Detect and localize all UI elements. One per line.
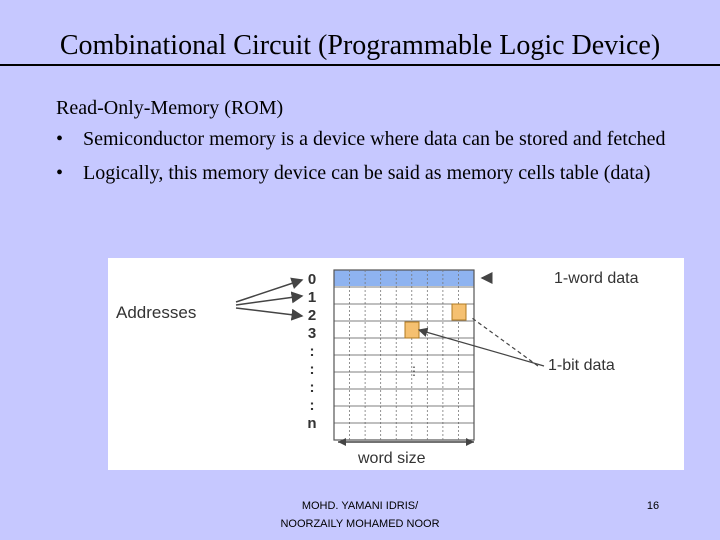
bullet-item (56, 127, 676, 151)
slide-body (56, 96, 676, 185)
one-word-label: 1-word data (554, 270, 639, 287)
footer-author-line: MOHD. YAMANI IDRIS/ (301, 500, 419, 512)
word-size-label: word size (358, 450, 426, 467)
address-number: 0 (307, 271, 317, 288)
bit-pointer (419, 330, 544, 366)
one-bit-label: 1-bit data (548, 357, 615, 374)
rom-diagram (108, 258, 684, 470)
address-number: : (309, 379, 315, 396)
footer-author (250, 497, 470, 533)
bullet-text: Logically, this memory device can be said as memory cells table (data) (83, 162, 651, 184)
addresses-label: Addresses (116, 303, 197, 322)
bullet-marker: • (56, 128, 64, 150)
memory-cell-grid (334, 270, 474, 440)
address-arrow (236, 296, 302, 305)
highlighted-word-row (334, 270, 474, 286)
address-number: 1 (307, 289, 317, 306)
footer-author-line: NOORZAILY MOHAMED NOOR (280, 518, 440, 530)
address-labels (307, 271, 316, 432)
column-ellipsis: ⋮ (408, 364, 420, 378)
bit-cell-highlight (452, 304, 466, 320)
address-number: 2 (307, 307, 317, 324)
slide-heading: Read-Only-Memory (ROM) (56, 97, 284, 119)
address-number: : (309, 343, 315, 360)
bit-cell-highlight (405, 322, 419, 338)
address-number: 3 (307, 325, 317, 342)
rom-diagram-svg (108, 258, 684, 470)
page-number: 16 (646, 500, 660, 512)
bit-pointer (472, 318, 538, 366)
bullet-item (56, 161, 676, 185)
address-arrow (236, 308, 302, 316)
slide-title-bar (0, 0, 720, 66)
address-number: : (309, 361, 315, 378)
address-number: n (307, 415, 317, 432)
slide-title: Combinational Circuit (Programmable Logic Device) (59, 30, 661, 61)
bullet-marker: • (56, 162, 64, 184)
address-arrow (236, 280, 302, 302)
address-number: : (309, 397, 315, 414)
bullet-text: Semiconductor memory is a device where data can be stored and fetched (83, 128, 666, 150)
